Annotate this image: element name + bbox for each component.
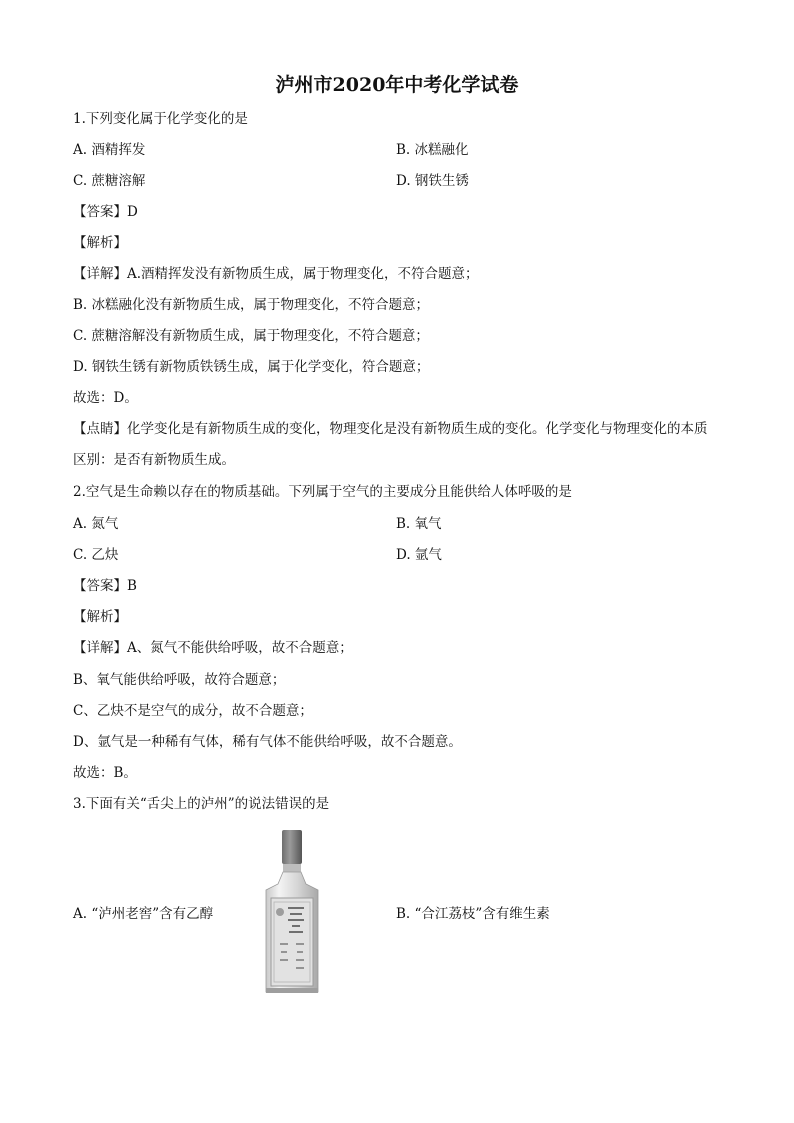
- q1-comment: 【点睛】化学变化是有新物质生成的变化，物理变化是没有新物质生成的变化。化学变化与物理变化的本质区别：是否有新物质生成。: [73, 421, 708, 468]
- q1-option-d: D. 钢铁生锈: [396, 173, 469, 189]
- q2-detail-line: D、氩气是一种稀有气体，稀有气体不能供给呼吸，故不合题意。: [73, 734, 462, 750]
- q1-detail-line: 【详解】A.酒精挥发没有新物质生成，属于物理变化，不符合题意；: [73, 266, 479, 282]
- q2-detail-line: 【详解】A、氮气不能供给呼吸，故不合题意；: [73, 640, 353, 656]
- q2-stem: 2.空气是生命赖以存在的物质基础。下列属于空气的主要成分且能供给人体呼吸的是: [73, 484, 572, 500]
- q2-answer: 【答案】B: [73, 578, 137, 594]
- q3-stem: 3.下面有关“舌尖上的泸州”的说法错误的是: [73, 796, 330, 812]
- page-title: 泸州市2020年中考化学试卷: [275, 74, 519, 96]
- liquor-bottle-image: [262, 828, 322, 996]
- q1-option-a: A. 酒精挥发: [73, 142, 146, 158]
- q2-option-b: B. 氧气: [396, 516, 442, 532]
- q3-option-b: B. “合江荔枝”含有维生素: [396, 906, 550, 922]
- q2-option-a: A. 氮气: [73, 516, 119, 532]
- q1-analysis-label: 【解析】: [73, 235, 127, 251]
- q1-answer: 【答案】D: [73, 204, 138, 220]
- q2-choice: 故选：B。: [73, 765, 137, 781]
- q1-detail-line: B. 冰糕融化没有新物质生成，属于物理变化，不符合题意；: [73, 297, 430, 313]
- q1-option-b: B. 冰糕融化: [396, 142, 469, 158]
- q2-option-d: D. 氩气: [396, 547, 442, 563]
- q1-detail-line: C. 蔗糖溶解没有新物质生成，属于物理变化，不符合题意；: [73, 328, 429, 344]
- q2-option-c: C. 乙炔: [73, 547, 119, 563]
- q2-detail-line: C、乙炔不是空气的成分，故不合题意；: [73, 703, 313, 719]
- q1-stem: 1.下列变化属于化学变化的是: [73, 111, 248, 127]
- q3-option-a: A. “泸州老窖”含有乙醇: [73, 906, 214, 922]
- q2-analysis-label: 【解析】: [73, 609, 127, 625]
- q2-detail-line: B、氧气能供给呼吸，故符合题意；: [73, 672, 286, 688]
- q1-detail-line: D. 钢铁生锈有新物质铁锈生成，属于化学变化，符合题意；: [73, 359, 430, 375]
- q1-choice: 故选：D。: [73, 390, 138, 406]
- q1-option-c: C. 蔗糖溶解: [73, 173, 146, 189]
